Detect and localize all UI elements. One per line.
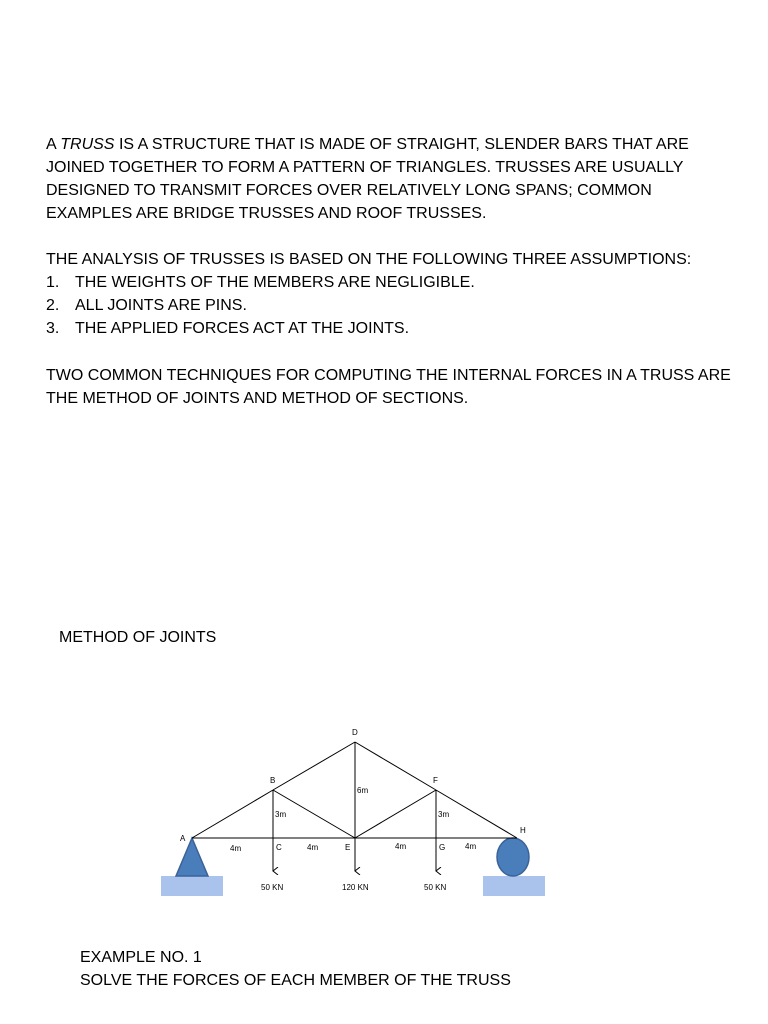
dimension-label-bc: 3m xyxy=(275,810,287,819)
assumption-text: THE WEIGHTS OF THE MEMBERS ARE NEGLIGIBLE. xyxy=(75,274,475,291)
joint-label-a: A xyxy=(180,834,186,843)
joint-label-b: B xyxy=(270,776,276,785)
intro-text: IS A STRUCTURE THAT IS MADE OF STRAIGHT, SLENDER BARS THAT ARE JOINED TOGETHER TO FORM A PATTERN OF TRIANGLES. TRUSSES ARE USUALLY DESIGNED TO TRANSMIT FORCES OVER RELATIVELY LONG SPANS; COMMON EXAMPLES ARE BRIDGE TRUSSES AND ROOF TRUSSES. xyxy=(46,136,689,222)
example-block xyxy=(80,946,511,992)
joint-label-e: E xyxy=(345,843,351,852)
right-ground xyxy=(483,876,545,896)
dimension-label-de: 6m xyxy=(357,786,369,795)
method-heading: METHOD OF JOINTS xyxy=(59,629,217,646)
joint-label-g: G xyxy=(439,843,446,852)
member-bd xyxy=(273,742,355,790)
roller-support xyxy=(497,838,529,876)
dimension-label-eg: 4m xyxy=(395,842,407,851)
example-instruction: SOLVE THE FORCES OF EACH MEMBER OF THE TRUSS xyxy=(80,972,511,989)
member-df xyxy=(355,742,436,790)
assumption-text: THE APPLIED FORCES ACT AT THE JOINTS. xyxy=(75,320,410,337)
assumption-number: 1. xyxy=(46,274,60,291)
joint-label-f: F xyxy=(433,776,438,785)
example-title: EXAMPLE NO. 1 xyxy=(80,949,202,966)
joint-label-h: H xyxy=(520,826,526,835)
load-arrows xyxy=(273,838,436,871)
joint-label-c: C xyxy=(276,843,282,852)
member-fe xyxy=(355,790,436,838)
intro-article: A xyxy=(46,136,56,153)
dimension-label-ac: 4m xyxy=(230,844,242,853)
dimension-label-ce: 4m xyxy=(307,843,319,852)
dimension-label-gh: 4m xyxy=(465,842,477,851)
member-ab xyxy=(192,790,273,838)
truss-members xyxy=(192,742,517,838)
load-label-e: 120 KN xyxy=(342,883,369,892)
dimension-label-fg: 3m xyxy=(438,810,450,819)
load-label-c: 50 KN xyxy=(261,883,284,892)
techniques-text: TWO COMMON TECHNIQUES FOR COMPUTING THE INTERNAL FORCES IN A TRUSS ARE THE METHOD OF JOINTS AND METHOD OF SECTIONS. xyxy=(46,367,731,407)
load-label-g: 50 KN xyxy=(424,883,447,892)
assumption-number: 3. xyxy=(46,320,60,337)
joint-label-d: D xyxy=(352,728,358,737)
intro-term: TRUSS xyxy=(60,136,115,153)
assumption-number: 2. xyxy=(46,297,60,314)
left-ground xyxy=(161,876,223,896)
pin-support xyxy=(176,838,208,876)
assumptions-heading: THE ANALYSIS OF TRUSSES IS BASED ON THE FOLLOWING THREE ASSUMPTIONS: xyxy=(46,251,692,268)
assumption-text: ALL JOINTS ARE PINS. xyxy=(75,297,247,314)
